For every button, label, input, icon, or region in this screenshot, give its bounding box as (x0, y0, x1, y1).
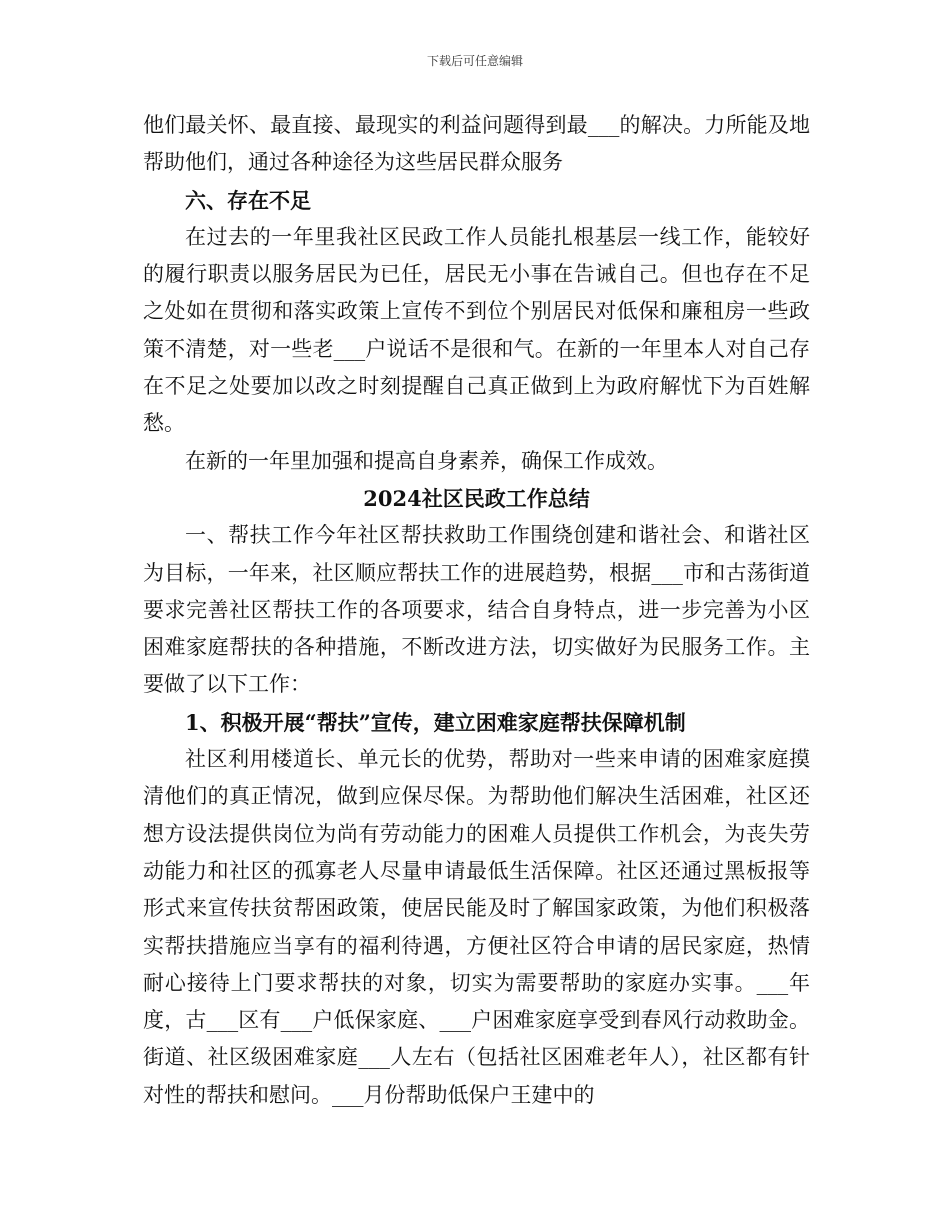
paragraph-improvement: 在新的一年里加强和提高自身素养，确保工作成效。 (185, 448, 668, 473)
paragraph-assistance-details: 社区利用楼道长、单元长的优势，帮助对一些来申请的困难家庭摸清他们的真正情况，做到应保尽保。为帮助他们解决生活困难，社区还想方设法提供岗位为尚有劳动能力的困难人员提供工作机会，为丧失劳动能力和社区的孤寡老人尽量申请最低生活保障。社区还通过黑板报等形式来宣传扶贫帮困政策，使居民能及时了解国家政策，为他们积极落实帮扶措施应当享有的福利待遇，方便社区符合申请的居民家庭，热情耐心接待上门要求帮扶的对象，切实为需要帮助的家庭办实事。___年度，古___区有___户低保家庭、___户困难家庭享受到春风行动救助金。街道、社区级困难家庭___人左右（包括社区困难老年人），社区都有针对性的帮扶和慰问。___月份帮助低保户王建中的 (143, 747, 810, 1107)
paragraph-assistance-intro: 一、帮扶工作今年社区帮扶救助工作围绕创建和谐社会、和谐社区为目标，一年来，社区顺应帮扶工作的进展趋势，根据___市和古荡街道要求完善社区帮扶工作的各项要求，结合自身特点，进一步完善为小区困难家庭帮扶的各种措施，不断改进方法，切实做好为民服务工作。主要做了以下工作： (143, 523, 810, 697)
section-heading-assistance-publicity: 1、积极开展“帮扶”宣传，建立困难家庭帮扶保障机制 (185, 709, 686, 735)
document-title: 2024社区民政工作总结 (363, 485, 590, 511)
paragraph-shortcomings: 在过去的一年里我社区民政工作人员能扎根基层一线工作，能较好的履行职责以服务居民为已任，居民无小事在告诫自己。但也存在不足之处如在贯彻和落实政策上宣传不到位个别居民对低保和廉租房一些政策不清楚，对一些老___户说话不是很和气。在新的一年里本人对自己存在不足之处要加以改之时刻提醒自己真正做到上为政府解忧下为百姓解愁。 (143, 224, 810, 436)
document-body (143, 107, 810, 1114)
paragraph-continuation: 他们最关怀、最直接、最现实的利益问题得到最___的解决。力所能及地帮助他们，通过各种途径为这些居民群众服务 (143, 113, 810, 175)
section-heading-shortcomings: 六、存在不足 (185, 187, 311, 213)
page-header: 下载后可任意编辑 (426, 54, 523, 68)
